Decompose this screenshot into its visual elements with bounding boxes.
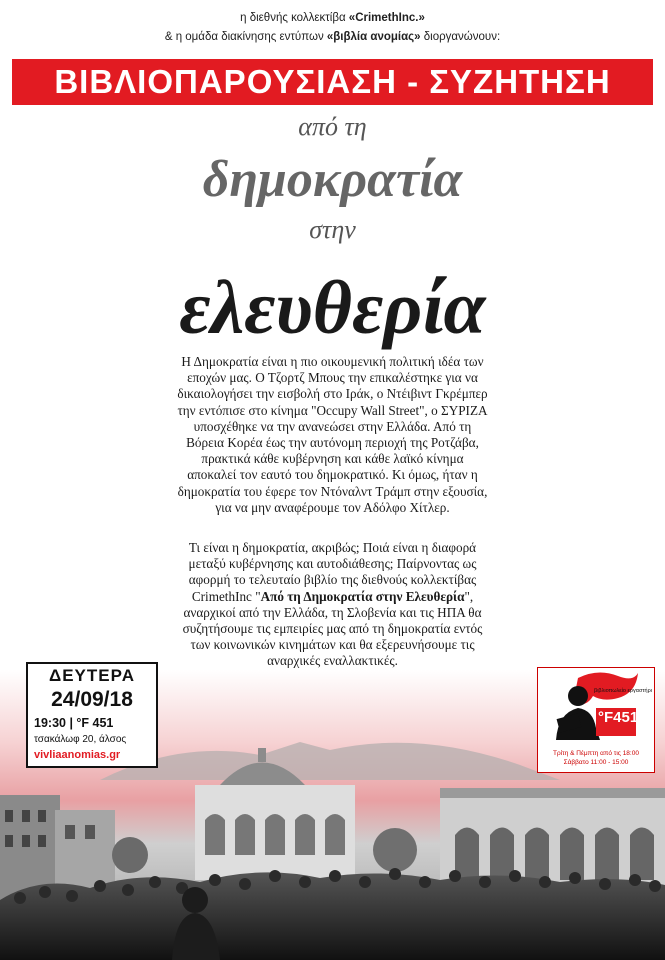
logo-hours-2: Σάββατο 11:00 - 15:00	[563, 759, 629, 766]
text-line: δημοκρατία του έφερε τον Ντόναλντ Τράμπ στην εξουσία,	[177, 483, 488, 499]
text-line: Η Δημοκρατία είναι η πιο οικουμενική πολιτική ιδέα των	[181, 354, 484, 369]
title-main: ελευθερία	[179, 266, 486, 350]
event-website-link[interactable]: vivliaanomias.gr	[34, 749, 121, 761]
logo-brand: °F451	[598, 709, 639, 726]
text-line: των κοινωνικών κινημάτων και θα εξερευνήσουμε τις	[190, 637, 475, 653]
event-details-box	[26, 662, 158, 768]
f451-bookstore-logo	[537, 667, 655, 773]
text-line: αναρχικοί από την Ελλάδα, τη Σλοβενία και τις ΗΠΑ θα	[183, 604, 482, 620]
text-line: Βόρεια Κορέα έως την αυτόνομη περιοχή της Ροτζάβα,	[186, 435, 479, 451]
text-line: την εντόπισε στο κίνημα "Occupy Wall Street", ο ΣΥΡΙΖΑ	[177, 402, 488, 418]
text-line: Τι είναι η δημοκρατία, ακριβώς; Ποιά είναι η διαφορά	[188, 540, 477, 555]
book-title: Από τη Δημοκρατία στην Ελευθερία	[260, 588, 465, 604]
paragraph-intro	[130, 354, 535, 516]
text-line: μεταξύ κυβέρνησης και αυτοδιάθεσης; Παίρνοντας ως	[188, 556, 477, 572]
text-line: αφορμή το τελευταίο βιβλίο της διεθνούς κολλεκτίβας	[188, 572, 477, 588]
event-date: 24/09/18	[51, 688, 133, 711]
text-line: αναρχικές εναλλακτικές.	[267, 653, 398, 669]
organizer-line-1: η διεθνής κολλεκτίβα «CrimethInc.»	[240, 12, 425, 24]
reader-flame-icon	[538, 668, 654, 748]
logo-name: βιβλιοπωλείο εργαστήρι	[594, 688, 652, 694]
text-line: αποκαλεί τον εαυτό του δημοκρατικό. Κι όμως, ήταν η	[187, 467, 478, 483]
organizer-line-2: & η ομάδα διακίνησης εντύπων «βιβλία ανομίας» διοργανώνουν:	[164, 31, 501, 43]
event-time-place: 19:30 | °F 451	[34, 716, 114, 730]
paragraph-discussion	[130, 540, 535, 670]
event-day: ΔΕΥΤΕΡΑ	[49, 666, 135, 685]
title-line-2: δημοκρατία	[202, 151, 463, 208]
event-address: τσακάλωφ 20, άλσος	[34, 734, 127, 745]
logo-hours-1: Τρίτη & Πέμπτη από τις 18:00	[553, 750, 639, 757]
title-line-3: στην	[309, 215, 356, 244]
title-line-1: από τη	[298, 112, 367, 141]
text-line: εποχών μας. Ο Τζορτζ Μπους την επικαλέστηκε για να	[187, 370, 478, 386]
text-line: πρακτικά κάθε κυβέρνηση και κάθε λαϊκό κίνημα	[201, 451, 464, 467]
text-line: για να μην αναφέρουμε τον Αδόλφο Χίτλερ.	[215, 499, 450, 515]
event-type-banner: ΒΙΒΛΙΟΠΑΡΟΥΣΙΑΣΗ - ΣΥΖΗΤΗΣΗ	[12, 59, 653, 105]
text-line: δικαιολογήσει την εισβολή στο Ιράκ, ο Ντέιβιντ Γκρέμπερ	[177, 386, 488, 402]
text-line: CrimethInc "Από τη Δημοκρατία στην Ελευθερία",	[191, 588, 474, 604]
text-line: υποσχέθηκε να την ανανεώσει στην Ελλάδα. Από τη	[193, 418, 472, 434]
text-line: συζητήσουμε τις εμπειρίες μας από τη δημοκρατία εντός	[182, 621, 483, 637]
